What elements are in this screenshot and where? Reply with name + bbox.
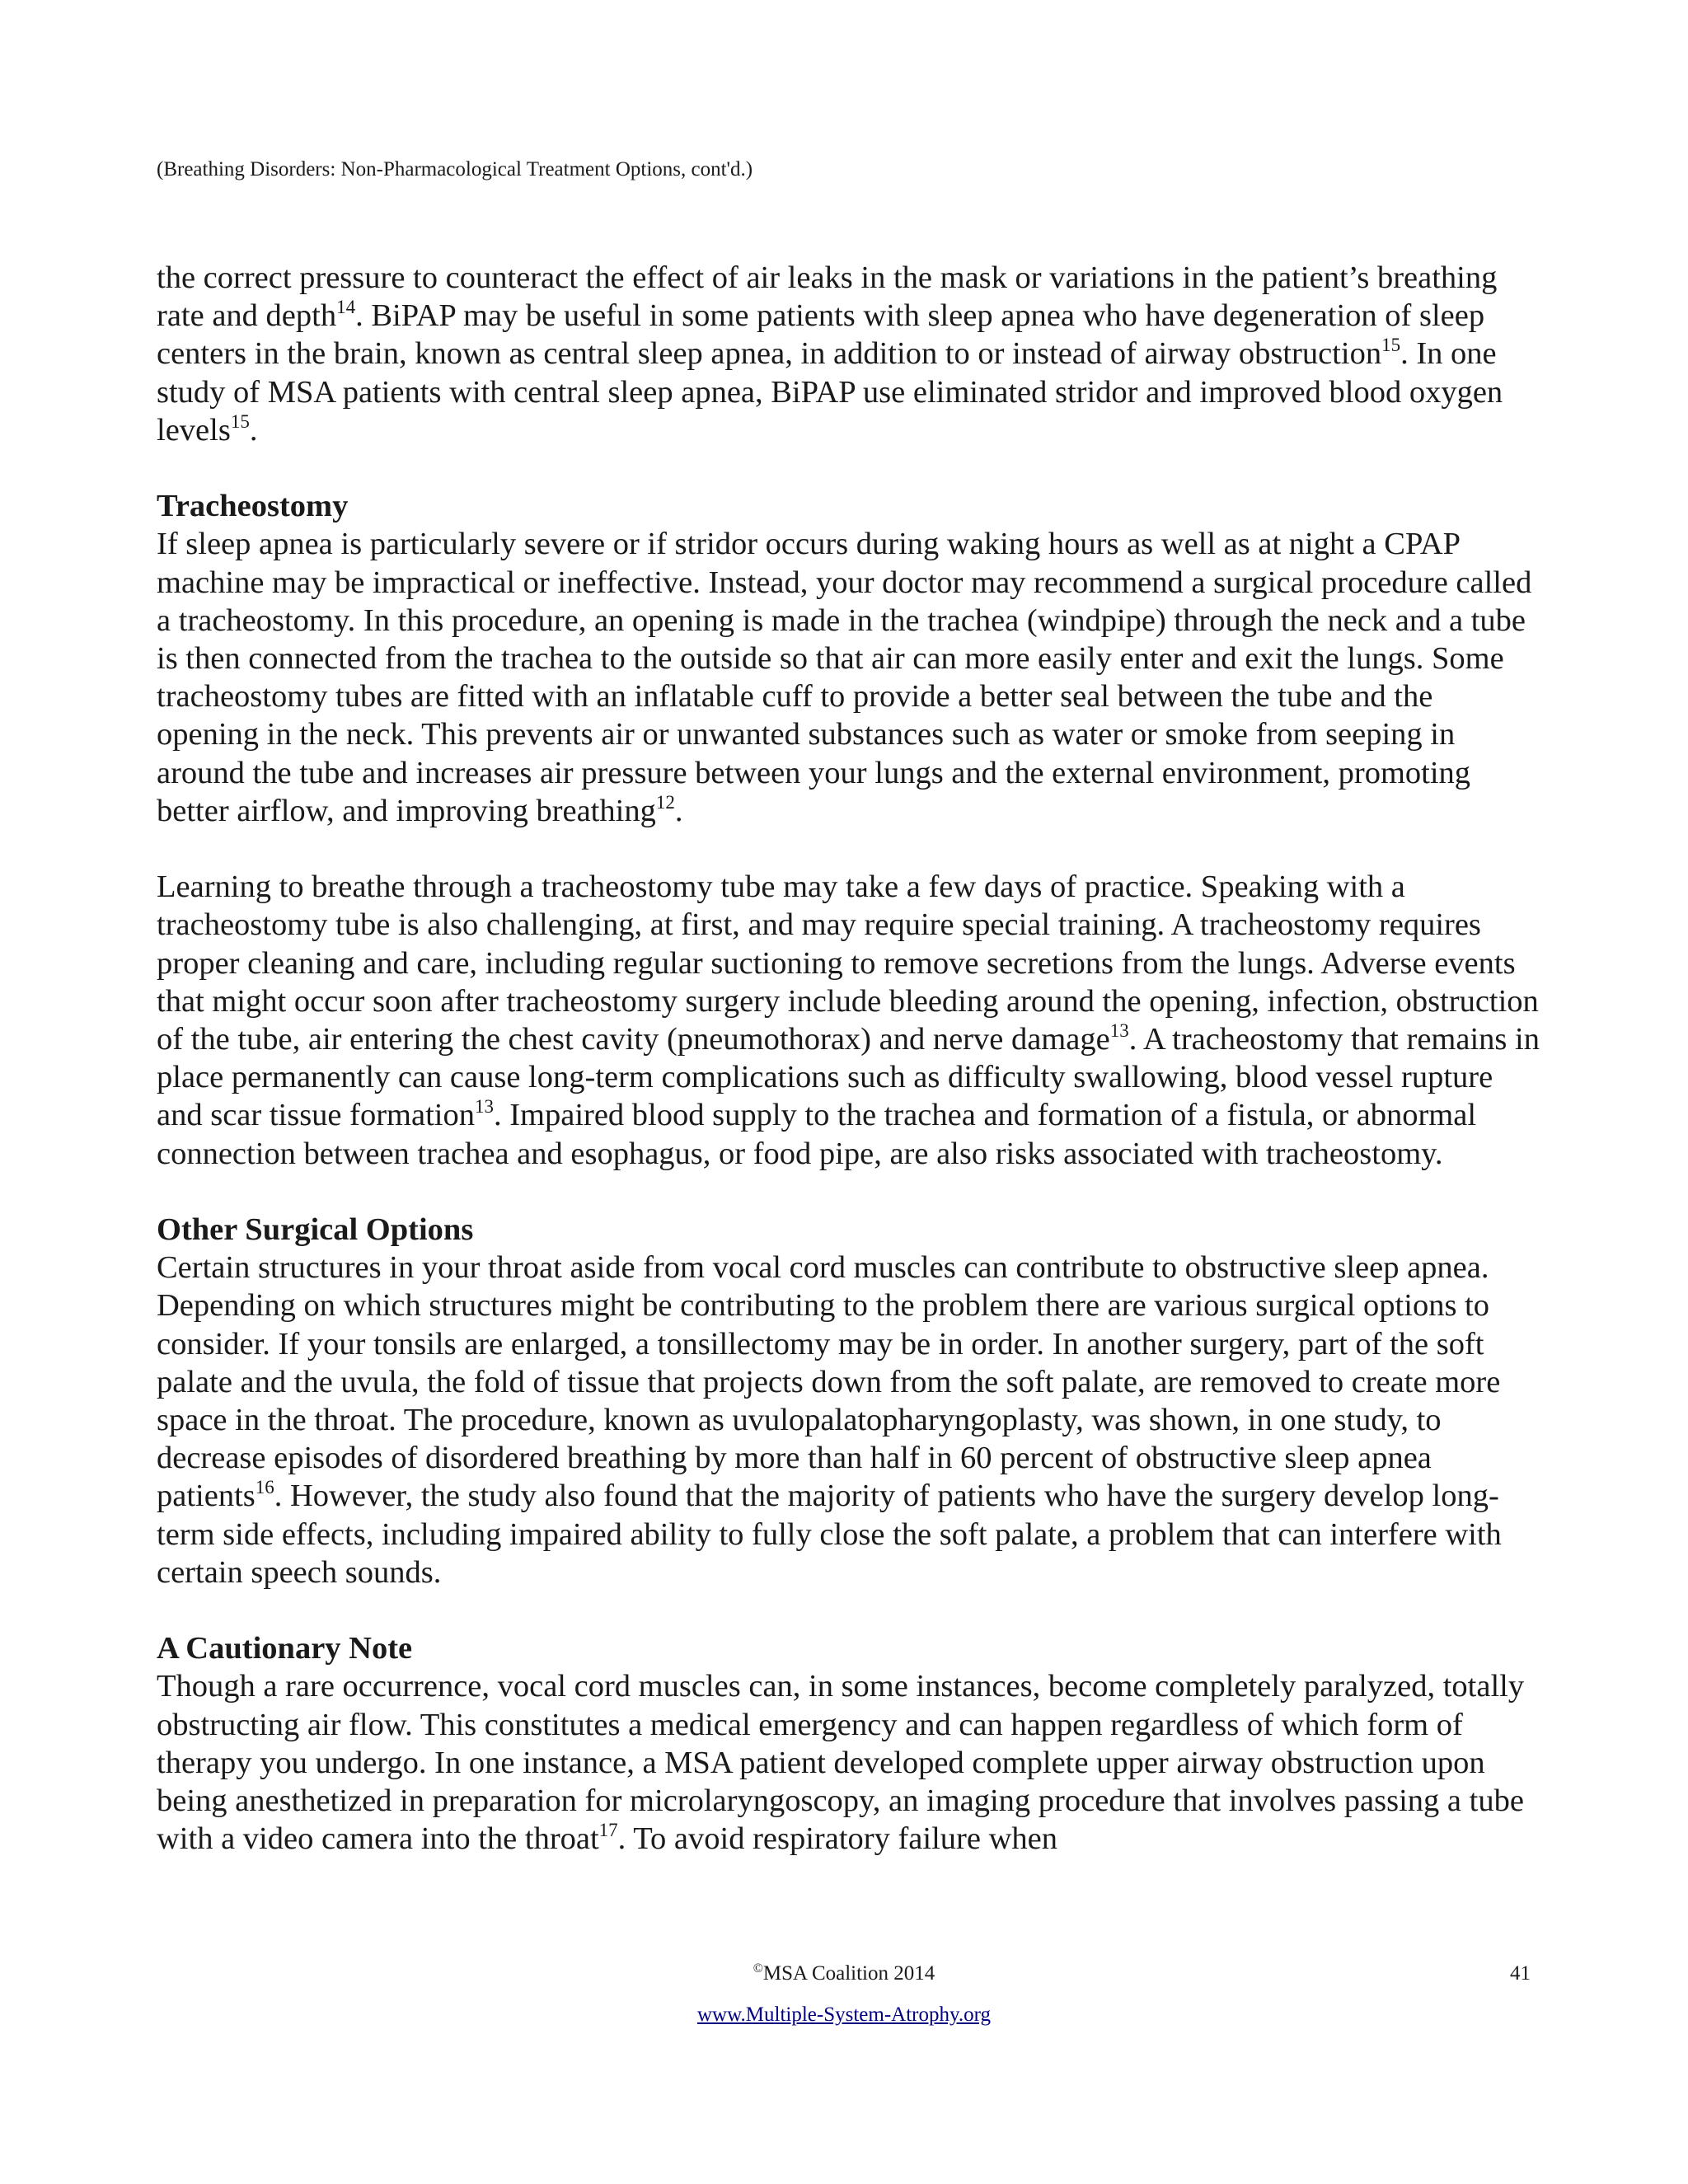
citation-ref: 16 xyxy=(255,1477,274,1498)
citation-ref: 17 xyxy=(598,1820,618,1841)
page-number: 41 xyxy=(1510,1962,1531,1985)
other-surgical-paragraph: Certain structures in your throat aside from vocal cord muscles can contribute to obstructive sleep apnea. Depending on which structures might be contributing to the problem there are various surgical options to consider. If your tonsils are enlarged, a tonsillectomy may be in order. In another surgery, part of the soft palate and the uvula, the fold of tissue that projects down from the soft palate, are removed to create more space in the throat. The procedure, known as uvulopalatopharyngoplasty, was shown, in one study, to decrease episodes of disordered breathing by more than half in 60 percent of obstructive sleep apnea patients$^{16}$. However, the study also found that the majority of patients who have the surgery develop long-term side effects, including impaired ability to fully close the soft palate, a problem that can interfere with certain speech sounds. xyxy=(157,1250,1502,1590)
copyright-symbol: © xyxy=(753,1961,763,1975)
website-link[interactable]: www.Multiple-System-Atrophy.org xyxy=(697,2004,991,2026)
citation-ref: 13 xyxy=(474,1096,494,1118)
section-heading-other-surgical-options: Other Surgical Options xyxy=(157,1212,474,1248)
section-heading-tracheostomy: Tracheostomy xyxy=(157,489,349,524)
section-heading-cautionary-note: A Cautionary Note xyxy=(157,1631,413,1666)
citation-ref: 13 xyxy=(1109,1020,1129,1042)
tracheostomy-paragraph-2: Learning to breathe through a tracheostomy tube may take a few days of practice. Speaking with a tracheostomy tube is also challenging, at first, and may require special training. A tracheostomy requires proper cleaning and care, including regular suctioning to remove secretions from the lungs. Adverse events that might occur soon after tracheostomy surgery include bleeding around the opening, infection, obstruction of the tube, air entering the chest cavity (pneumothorax) and nerve damage$^{13}$. A tracheostomy that remains in place permanently can cause long-term complications such as difficulty swallowing, blood vessel rupture and scar tissue formation$^{13}$. Impaired blood supply to the trachea and formation of a fistula, or abnormal connection between trachea and esophagus, or food pipe, are also risks associated with tracheostomy. xyxy=(157,869,1540,1171)
citation-ref: 12 xyxy=(655,791,675,813)
cautionary-paragraph: Though a rare occurrence, vocal cord muscles can, in some instances, become completely paralyzed, totally obstructing air flow. This constitutes a medical emergency and can happen regardless of which form of therapy you undergo. In one instance, a MSA patient developed complete upper airway obstruction upon being anesthetized in preparation for microlaryngoscopy, an imaging procedure that involves passing a tube with a video camera into the throat$^{17}$. To avoid respiratory failure when xyxy=(157,1669,1525,1857)
footer-copyright xyxy=(0,1961,1688,1987)
footer-website xyxy=(0,2002,1688,2028)
tracheostomy-paragraph-1: If sleep apnea is particularly severe or if stridor occurs during waking hours as well as at night a CPAP machine may be impractical or ineffective. Instead, your doctor may recommend a surgical procedure called a tracheostomy. In this procedure, an opening is made in the trachea (windpipe) through the neck and a tube is then connected from the trachea to the outside so that air can more easily enter and exit the lungs. Some tracheostomy tubes are fitted with an inflatable cuff to provide a better seal between the tube and the opening in the neck. This prevents air or unwanted substances such as water or smoke from seeping in around the tube and increases air pressure between your lungs and the external environment, promoting better airflow, and improving breathing$^{12}$. xyxy=(157,527,1532,828)
copyright-text: MSA Coalition 2014 xyxy=(762,1962,935,1985)
citation-ref: 14 xyxy=(336,297,356,318)
running-header: (Breathing Disorders: Non-Pharmacological Treatment Options, cont'd.) xyxy=(157,158,753,180)
main-content xyxy=(157,259,1541,1858)
citation-ref: 15 xyxy=(1381,335,1401,356)
citation-ref: 15 xyxy=(230,410,250,432)
intro-paragraph: the correct pressure to counteract the effect of air leaks in the mask or variations in the patient’s breathing rate and depth$^{14}$. BiPAP may be useful in some patients with sleep apnea who have degeneration of sleep centers in the brain, known as central sleep apnea, in addition to or instead of airway obstruction$^{15}$. In one study of MSA patients with central sleep apnea, BiPAP use eliminated stridor and improved blood oxygen levels$^{15}$. xyxy=(157,260,1503,448)
